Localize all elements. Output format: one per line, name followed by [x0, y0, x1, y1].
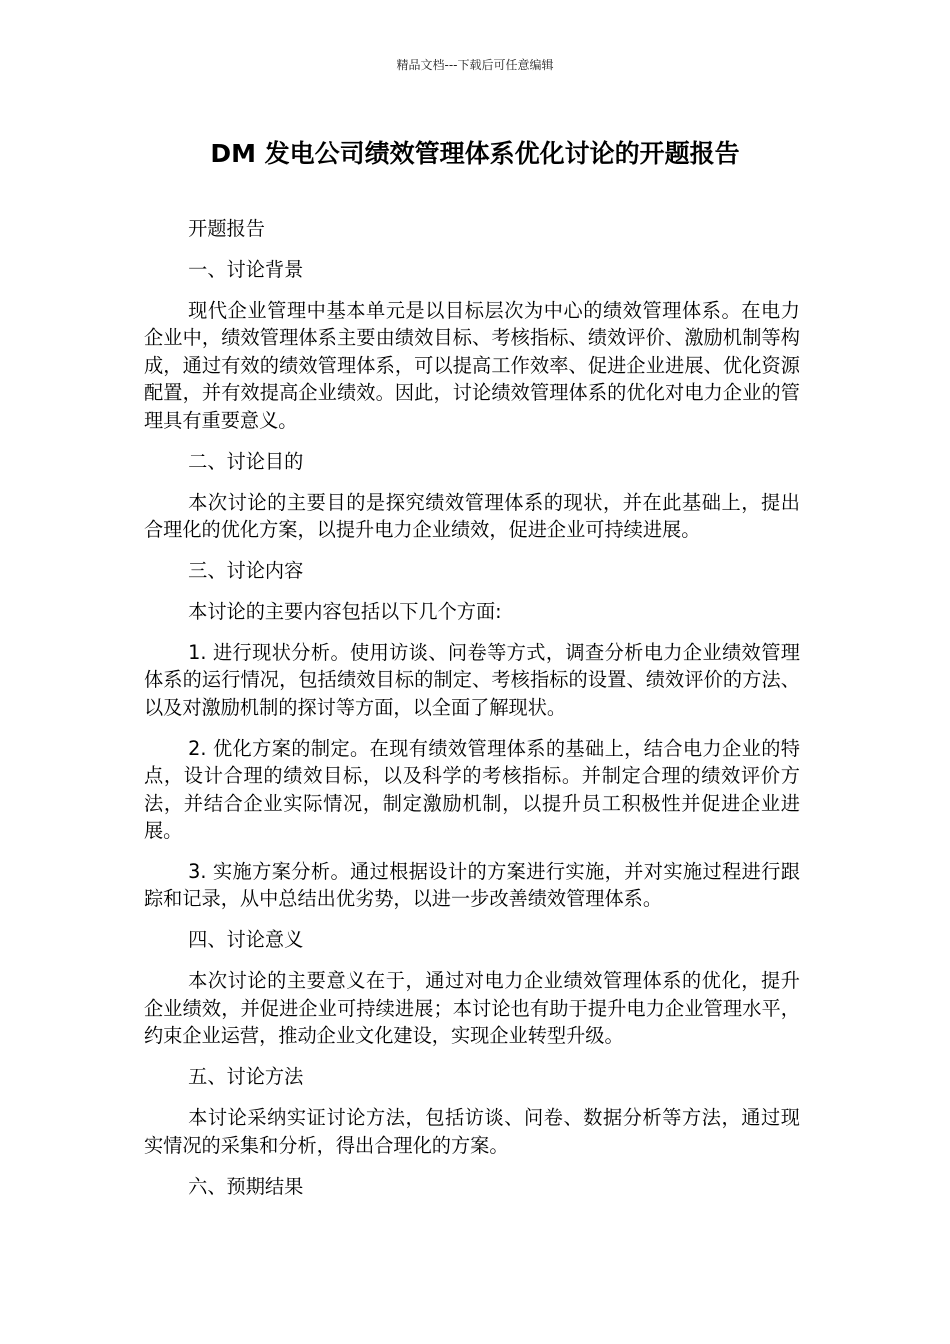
paragraph-significance: 本次讨论的主要意义在于，通过对电力企业绩效管理体系的优化，提升企业绩效，并促进企业可持续进展；本讨论也有助于提升电力企业管理水平，约束企业运营，推动企业文化建设，实现企业转型升级。 [144, 969, 800, 1048]
paragraph-content-item-2: 2. 优化方案的制定。在现有绩效管理体系的基础上，结合电力企业的特点，设计合理的绩效目标，以及科学的考核指标。并制定合理的绩效评价方法，并结合企业实际情况，制定激励机制，以提升员工积极性并促进企业进展。 [144, 736, 800, 843]
paragraph-method: 本讨论采纳实证讨论方法，包括访谈、问卷、数据分析等方法，通过现实情况的采集和分析，得出合理化的方案。 [144, 1106, 800, 1157]
section-heading-background: 一、讨论背景 [188, 258, 304, 281]
paragraph-content-item-1: 1. 进行现状分析。使用访谈、问卷等方式，调查分析电力企业绩效管理体系的运行情况，包括绩效目标的制定、考核指标的设置、绩效评价的方法、以及对激励机制的探讨等方面，以全面了解现状。 [144, 641, 800, 719]
paragraph-background: 现代企业管理中基本单元是以目标层次为中心的绩效管理体系。在电力企业中，绩效管理体系主要由绩效目标、考核指标、绩效评价、激励机制等构成，通过有效的绩效管理体系，可以提高工作效率、促进企业进展、优化资源配置，并有效提高企业绩效。因此，讨论绩效管理体系的优化对电力企业的管理具有重要意义。 [144, 299, 800, 432]
section-heading-method: 五、讨论方法 [188, 1065, 304, 1089]
document-title: DM 发电公司绩效管理体系优化讨论的开题报告 [210, 139, 740, 168]
paragraph-purpose: 本次讨论的主要目的是探究绩效管理体系的现状，并在此基础上，提出合理化的优化方案，以提升电力企业绩效，促进企业可持续进展。 [144, 490, 800, 542]
paragraph-content-item-3: 3. 实施方案分析。通过根据设计的方案进行实施，并对实施过程进行跟踪和记录，从中总结出优劣势，以进一步改善绩效管理体系。 [144, 860, 800, 911]
section-heading-expected-results: 六、预期结果 [188, 1174, 304, 1198]
section-label-report: 开题报告 [188, 217, 265, 240]
section-heading-purpose: 二、讨论目的 [188, 449, 304, 473]
paragraph-content-intro: 本讨论的主要内容包括以下几个方面: [188, 600, 502, 624]
section-heading-significance: 四、讨论意义 [188, 928, 304, 952]
section-heading-content: 三、讨论内容 [188, 559, 304, 583]
document-body [144, 215, 800, 1214]
header-note: 精品文档---下载后可任意编辑 [396, 58, 554, 72]
